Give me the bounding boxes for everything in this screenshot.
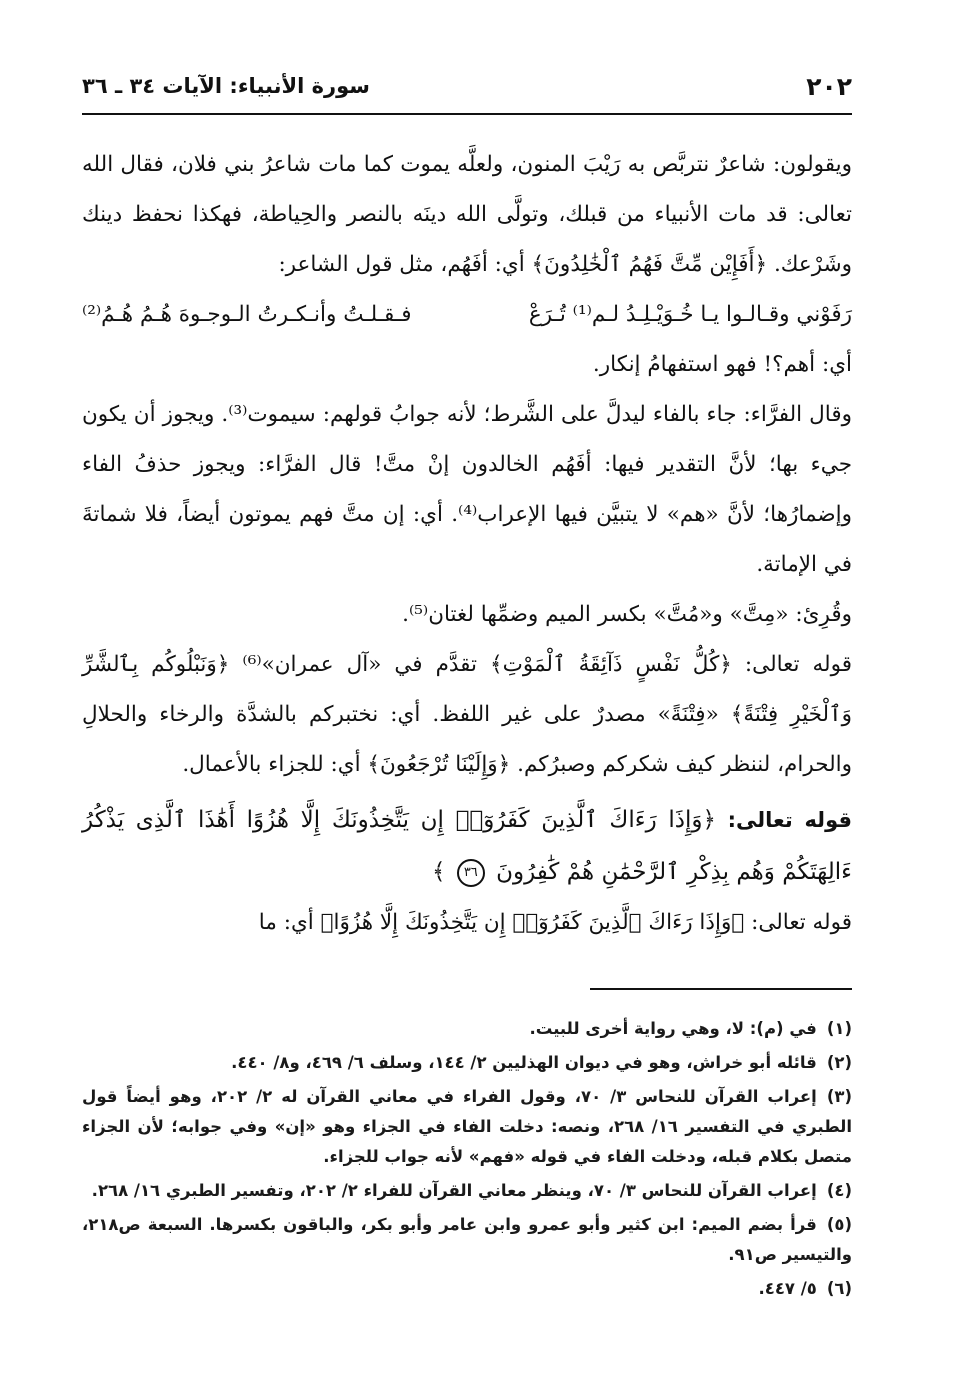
- poem-verse: [82, 290, 852, 340]
- ayah-number-badge: ٣٦: [457, 859, 485, 887]
- footnote-text: في (م): لا، وهي رواية أخرى للبيت.: [529, 1019, 817, 1038]
- footnote-text: قرأ بضم الميم: ابن كثير وأبو عمرو وابن عامر وأبو بكر، والباقون بكسرها. السبعة ص٢١٨، والتيسير ص٩١.: [82, 1215, 852, 1264]
- footnote: [82, 1014, 852, 1044]
- footnote-number: (١): [826, 1019, 852, 1038]
- footnote: [82, 1274, 852, 1304]
- footnote-number: (٦): [826, 1279, 852, 1298]
- footnote: [82, 1176, 852, 1206]
- footnote-number: (٢): [826, 1053, 852, 1072]
- footnote: [82, 1082, 852, 1172]
- paragraph-5: قوله تعالى: ﴿كُلُّ نَفْسٍ ذَآئِقَةُ ٱلْمَوْتِ﴾ تقدَّم في «آل عمران»⁽⁶⁾ ﴿وَنَبْلُوكُم بِٱلشَّرِّ وَٱلْخَيْرِ فِتْنَةً﴾ «فِتْنَةً» مصدرٌ على غير اللفظ. أي: نختبركم بالشدَّة والرخاء والحلالِ والحرام، لننظر كيف شكركم وصبرُكم. ﴿وَإِلَيْنَا تُرْجَعُونَ﴾ أي: للجزاء بالأعمال.: [82, 652, 852, 777]
- footnote-text: إعراب القرآن للنحاس ٣/ ٧٠، وينظر معاني القرآن للفراء ٢/ ٢٠٢، وتفسير الطبري ١٦/ ٢٦٨.: [91, 1181, 817, 1200]
- footnote-text: ٥/ ٤٤٧.: [758, 1279, 817, 1298]
- page-number: ٢٠٢: [806, 72, 852, 101]
- running-title: سورة الأنبياء: الآيات ٣٤ ـ ٣٦: [82, 74, 370, 98]
- footnote-number: (٤): [826, 1181, 852, 1200]
- poem-hemistich-left: فـقـلـتُ وأنـكـرتُ الـوجـوهَ هُـمُ هُـمُ⁽²⁾: [82, 302, 412, 327]
- page-header: [82, 68, 852, 108]
- poem-hemistich-right: رَفَوْني وقـالـوا يـا خُـوَيْـلِـدُ لـم⁽¹⁾ تُـرَعْ: [528, 302, 852, 327]
- header-rule: [82, 113, 852, 115]
- footnote: [82, 1048, 852, 1078]
- footnote-text: إعراب القرآن للنحاس ٣/ ٧٠، وقول الفراء في معاني القرآن له ٢/ ٢٠٢، وهو أيضاً قول الطبري في التفسير ١٦/ ٢٦٨، ونصه: دخلت الفاء في الجزاء وهو «إن» وفي جوابه؛ لأن الجزاء متصل بكلام قبله، ودخلت الفاء في قوله «فهم» لأنه جواب للجزاء.: [82, 1087, 853, 1166]
- footnotes: [82, 1014, 852, 1308]
- footnote-number: (٣): [826, 1087, 852, 1106]
- footnote-rule: [590, 988, 852, 990]
- footnote-number: (٥): [826, 1215, 852, 1234]
- ayah-lead: قوله تعالى:: [727, 808, 852, 832]
- footnote-text: قائله أبو خراش، وهو في ديوان الهذليين ٢/ ١٤٤، وسلف ٦/ ٤٦٩، و٨/ ٤٤٠.: [231, 1053, 817, 1072]
- paragraph-3: وقال الفرَّاء: جاء بالفاء ليدلَّ على الشَّرط؛ لأنه جوابُ قولهم: سيموت⁽³⁾. ويجوز أن يكون جيء بها؛ لأنَّ التقدير فيها: أفَهُم الخالدون إنْ متَّ! قال الفرَّاء: ويجوز حذفُ الفاء وإضمارُها؛ لأنَّ «هم» لا يتبيَّن فيها الإعراب⁽⁴⁾. أي: إن متَّ فهم يموتون أيضاً، فلا شماتةَ في الإماتة.: [82, 402, 853, 577]
- footnote: [82, 1210, 852, 1270]
- paragraph-1: ويقولون: شاعرٌ نتربَّص به رَيْبَ المنون، ولعلَّه يموت كما مات شاعرُ بني فلان، فقال الله تعالى: قد مات الأنبياء من قبلك، وتولَّى الله دينَه بالنصر والحِياطة، فهكذا نحفظ دينك وشَرْعك. ﴿أَفَإِيْن مِّتَّ فَهُمُ ٱلْخَٰلِدُونَ﴾ أي: أفَهُم، مثل قول الشاعر:: [82, 152, 852, 277]
- main-text: [82, 140, 852, 948]
- paragraph-2: أي: أهم؟! فهو استفهامُ إنكار.: [592, 352, 852, 377]
- ayah-block: [82, 794, 852, 898]
- paragraph-6: قوله تعالى: ﴿وَإِذَا رَءَاكَ ٱلَّذِينَ كَفَرُوٓا۟ إِن يَتَّخِذُونَكَ إِلَّا هُزُوًا﴾ أي: ما: [258, 910, 852, 935]
- paragraph-4: وقُرِئ: «مِتَّ» و«مُتَّ» بكسر الميم وضمِّها لغتان⁽⁵⁾.: [402, 602, 852, 627]
- ayah-text: ﴿وَإِذَا رَءَاكَ ٱلَّذِينَ كَفَرُوٓا۟ إِن يَتَّخِذُونَكَ إِلَّا هُزُوًا أَهَٰذَا ٱلَّذِى يَذْكُرُ ءَالِهَتَكُمْ وَهُم بِذِكْرِ ٱلرَّحْمَٰنِ هُمْ كَٰفِرُونَ: [82, 807, 852, 885]
- ayah-close-bracket: ﴾: [432, 859, 446, 885]
